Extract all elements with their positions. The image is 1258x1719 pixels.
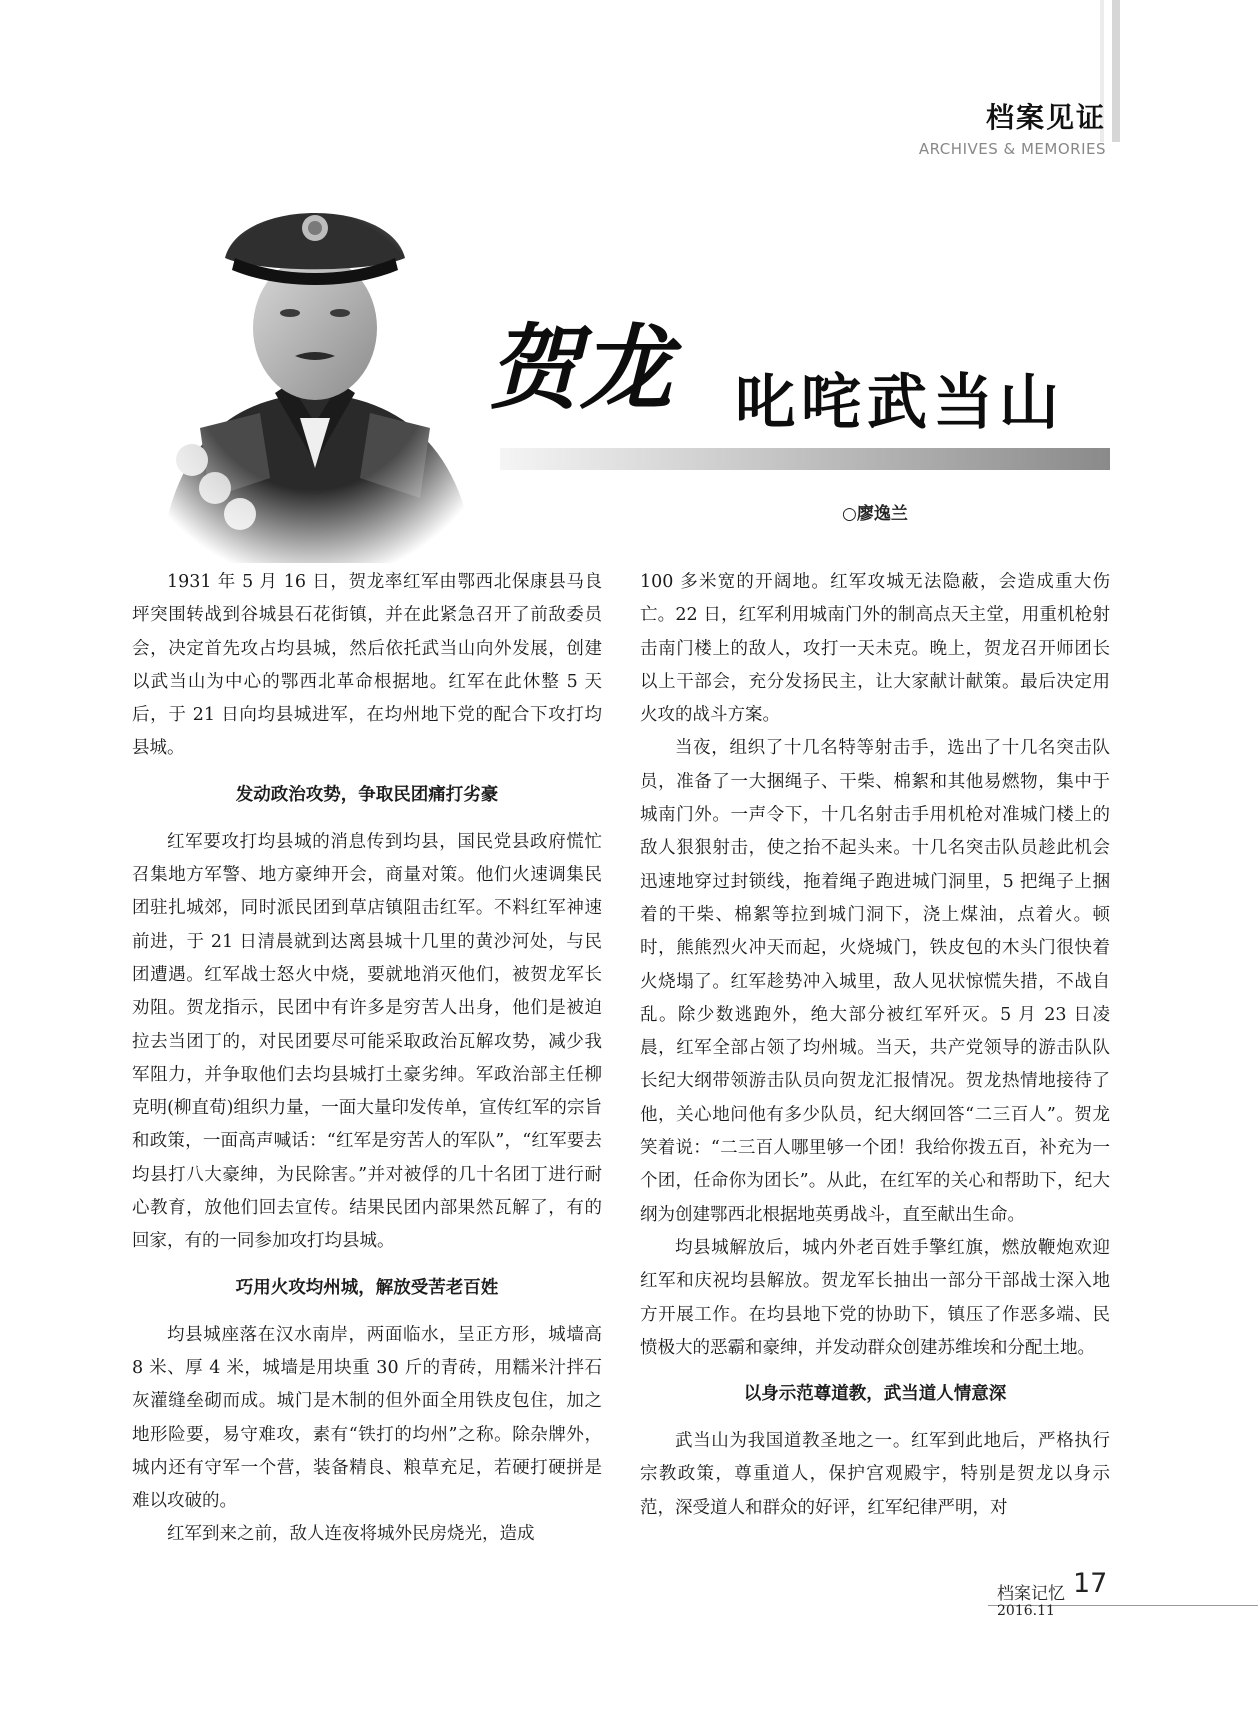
left-column (132, 566, 602, 1552)
issue-date: 2016.11 (997, 1603, 1055, 1619)
portrait-photo (140, 178, 485, 563)
title-gradient-bar (500, 448, 1110, 470)
paragraph: 武当山为我国道教圣地之一。红军到此地后，严格执行宗教政策，尊重道人，保护宫观殿宇，特别是贺龙以身示范，深受道人和群众的好评，红军纪律严明，对 (640, 1431, 1110, 1518)
page-number: 17 (1073, 1568, 1108, 1599)
paragraph: 均县城座落在汉水南岸，两面临水，呈正方形，城墙高 8 米、厚 4 米，城墙是用块重 30 斤的青砖，用糯米汁拌石灰灌缝垒砌而成。城门是木制的但外面全用铁皮包住，加之地形险要，易守难攻，素有“铁打的均州”之称。除杂牌外，城内还有守军一个营，装备精良、粮草充足，若硬打硬拼是难以攻破的。 (132, 1324, 602, 1512)
title-calligraphy (488, 310, 688, 510)
section-subtitle: ARCHIVES & MEMORIES (918, 140, 1106, 158)
paragraph: 当夜，组织了十几名特等射击手，选出了十几名突击队员，准备了一大捆绳子、干柴、棉絮和其他易燃物，集中于城南门外。一声令下，十几名射击手用机枪对准城门楼上的敌人狠狠射击，使之抬不起头来。十几名突击队员趁此机会迅速地穿过封锁线，拖着绳子跑进城门洞里，5 把绳子上捆着的干柴、棉絮等拉到城门洞下，浇上煤油，点着火。顿时，熊熊烈火冲天而起，火烧城门，铁皮包的木头门很快着火烧塌了。红军趁势冲入城里，敌人见状惊慌失措，不战自乱。除少数逃跑外，绝大部分被红军歼灭。5 月 23 日凌晨，红军全部占领了均州城。当天，共产党领导的游击队队长纪大纲带领游击队员向贺龙汇报情况。贺龙热情地接待了他，关心地问他有多少队员，纪大纲回答“二三百人”。贺龙笑着说：“二三百人哪里够一个团！我给你拨五百，补充为一个团，任命你为团长”。从此，在红军的关心和帮助下，纪大纲为创建鄂西北根据地英勇战斗，直至献出生命。 (640, 738, 1110, 1225)
paragraph: 红军到来之前，敌人连夜将城外民房烧光，造成 (167, 1524, 535, 1545)
section-heading: 以身示范尊道教，武当道人情意深 (743, 1384, 1007, 1405)
paragraph: 1931 年 5 月 16 日，贺龙率红军由鄂西北保康县马良坪突围转战到谷城县石花街镇，并在此紧急召开了前敌委员会，决定首先攻占均县城，然后依托武当山向外发展，创建以武当山为中心的鄂西北革命根据地。红军在此休整 5 天后，于 21 日向均县城进军，在均州地下党的配合下攻打均县城。 (132, 572, 602, 759)
header-side-rail (1112, 0, 1120, 142)
paragraph: 均县城解放后，城内外老百姓手擎红旗，燃放鞭炮欢迎红军和庆祝均县解放。贺龙军长抽出一部分干部战士深入地方开展工作。在均县地下党的协助下，镇压了作恶多端、民愤极大的恶霸和豪绅，并发动群众创建苏维埃和分配土地。 (640, 1237, 1110, 1358)
right-column (640, 566, 1110, 1525)
section-heading: 巧用火攻均州城，解放受苦老百姓 (235, 1277, 499, 1298)
article-title: 叱咤武当山 (735, 368, 1065, 438)
title-calligraphy-text: 贺龙 (488, 314, 673, 422)
author-byline: ○廖逸兰 (842, 504, 908, 524)
section-heading: 发动政治攻势，争取民团痛打劣豪 (235, 784, 499, 805)
paragraph: 红军要攻打均县城的消息传到均县，国民党县政府慌忙召集地方军警、地方豪绅开会，商量对策。他们火速调集民团驻扎城郊，同时派民团到草店镇阻击红军。不料红军神速前进，于 21 日清晨就到达离县城十几里的黄沙河处，与民团遭遇。红军战士怒火中烧，要就地消灭他们，被贺龙军长劝阻。贺龙指示，民团中有许多是穷苦人出身，他们是被迫拉去当团丁的，对民团要尽可能采取政治瓦解攻势，减少我军阻力，并争取他们去均县城打土豪劣绅。军政治部主任柳克明(柳直荀)组织力量，一面大量印发传单，宣传红军的宗旨和政策，一面高声喊话：“红军是穷苦人的军队”，“红军要去均县打八大豪绅，为民除害。”并对被俘的几十名团丁进行耐心教育，放他们回去宣传。结果民团内部果然瓦解了，有的回家，有的一同参加攻打均县城。 (132, 831, 602, 1252)
footer-magazine-name: 档案记忆 (997, 1584, 1065, 1604)
section-title: 档案见证 (985, 101, 1106, 134)
paragraph: 100 多米宽的开阔地。红军攻城无法隐蔽，会造成重大伤亡。22 日，红军利用城南门外的制高点天主堂，用重机枪射击南门楼上的敌人，攻打一天未克。晚上，贺龙召开师团长以上干部会，充分发扬民主，让大家献计献策。最后决定用火攻的战斗方案。 (640, 572, 1110, 726)
